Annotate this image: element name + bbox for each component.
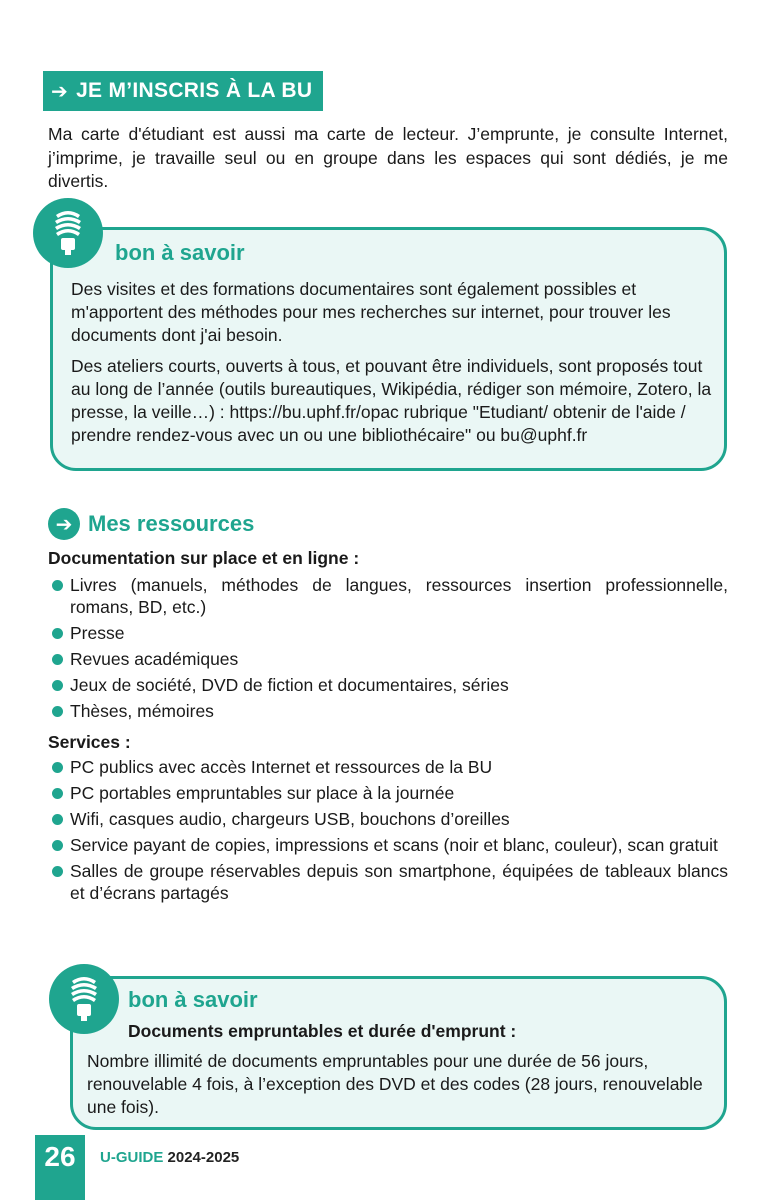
arrow-right-icon: ➔ xyxy=(48,508,80,540)
tip-body xyxy=(71,278,716,447)
documentation-list xyxy=(48,574,728,726)
list-item: Salles de groupe réservables depuis son smartphone, équipées de tableaux blancs et d’écrans partagés xyxy=(48,860,728,904)
list-item: PC portables empruntables sur place à la journée xyxy=(48,782,728,804)
banner-title: JE M’INSCRIS À LA BU xyxy=(76,79,313,102)
section-title: Mes ressources xyxy=(88,511,255,536)
page-number: 26 xyxy=(35,1135,85,1200)
lightbulb-icon xyxy=(49,964,119,1034)
section-mes-ressources xyxy=(48,508,254,540)
arrow-right-icon: ➔ xyxy=(51,80,69,103)
footer-guide-title xyxy=(100,1149,239,1166)
tip-box-emprunt xyxy=(70,976,727,1130)
bullet-dot-icon xyxy=(52,680,63,691)
bullet-dot-icon xyxy=(52,654,63,665)
guide-year: 2024-2025 xyxy=(167,1149,240,1166)
list-item: Service payant de copies, impressions et scans (noir et blanc, couleur), scan gratuit xyxy=(48,834,728,856)
tip-title: bon à savoir xyxy=(128,987,258,1012)
services-heading: Services : xyxy=(48,732,131,752)
intro-paragraph: Ma carte d'étudiant est aussi ma carte de lecteur. J’emprunte, je consulte Internet, j’imprime, je travaille seul ou en groupe dans les espaces qui sont dédiés, je me divertis. xyxy=(48,124,728,191)
list-item: Wifi, casques audio, chargeurs USB, bouchons d’oreilles xyxy=(48,808,728,830)
list-item: Presse xyxy=(48,622,728,644)
list-item: PC publics avec accès Internet et ressources de la BU xyxy=(48,756,728,778)
tip-paragraph: Des visites et des formations documentaires sont également possibles et m'apportent des méthodes pour mes recherches sur internet, pour trouver les documents dont j'ai besoin. xyxy=(71,279,671,345)
list-item: Revues académiques xyxy=(48,648,728,670)
lightbulb-icon xyxy=(33,198,103,268)
list-item: Jeux de société, DVD de fiction et documentaires, séries xyxy=(48,674,728,696)
bullet-dot-icon xyxy=(52,628,63,639)
tip-heading: Documents empruntables et durée d'emprunt : xyxy=(128,1021,517,1041)
tip-box-visites xyxy=(50,227,727,471)
documentation-heading: Documentation sur place et en ligne : xyxy=(48,548,360,568)
bullet-dot-icon xyxy=(52,814,63,825)
list-item: Thèses, mémoires xyxy=(48,700,728,722)
tip-body: Nombre illimité de documents empruntables pour une durée de 56 jours, renouvelable 4 fois, à l’exception des DVD et des codes (28 jours, renouvelable une fois). xyxy=(87,1051,703,1117)
bullet-dot-icon xyxy=(52,762,63,773)
list-item: Livres (manuels, méthodes de langues, ressources insertion professionnelle, romans, BD, etc.) xyxy=(48,574,728,618)
bullet-dot-icon xyxy=(52,580,63,591)
bullet-dot-icon xyxy=(52,840,63,851)
bullet-dot-icon xyxy=(52,706,63,717)
section-banner xyxy=(43,71,323,111)
bullet-dot-icon xyxy=(52,788,63,799)
bullet-dot-icon xyxy=(52,866,63,877)
tip-paragraph: Des ateliers courts, ouverts à tous, et pouvant être individuels, sont proposés tout au long de l’année (outils bureautiques, Wikipédia, rédiger son mémoire, Zotero, la presse, la veille…) : https://bu.uphf.fr/opac rubrique "Etudiant/ obtenir de l'aide / prendre rendez-vous avec un ou une bibliothécaire" ou bu@uphf.fr xyxy=(71,356,712,445)
services-list xyxy=(48,756,728,908)
guide-name: U-GUIDE xyxy=(100,1149,164,1166)
tip-title: bon à savoir xyxy=(115,240,245,265)
